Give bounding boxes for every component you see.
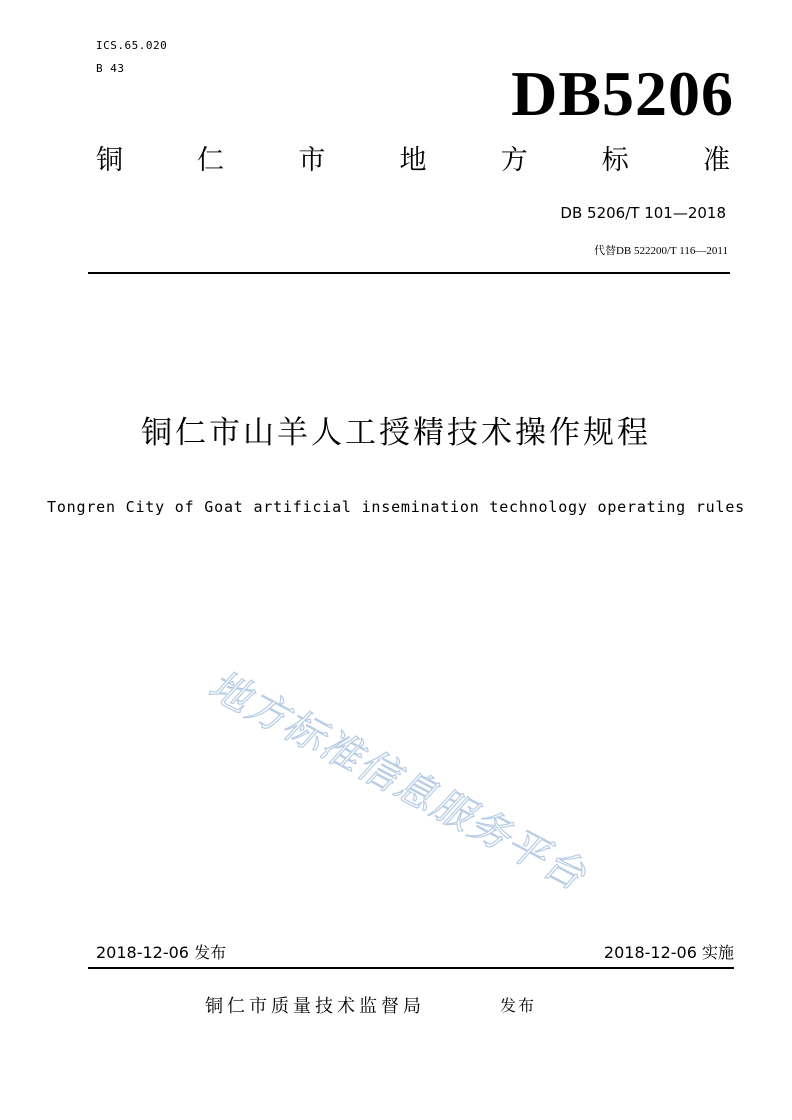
standard-type-char: 铜 [96, 145, 123, 176]
standard-type-char: 地 [399, 145, 427, 176]
standard-type-heading [96, 147, 730, 174]
ics-code: ICS.65.020 [96, 39, 168, 52]
replaces-code: 代替DB 522200/T 116—2011 [593, 245, 728, 257]
standard-type-char: 方 [500, 145, 528, 176]
publish-date: 2018-12-06 发布 [96, 943, 227, 962]
db-logo: DB5206 [511, 58, 734, 129]
issuer-name: 铜仁市质量技术监督局 [205, 996, 425, 1017]
standard-type-char: 准 [702, 145, 730, 176]
standard-code: DB 5206/T 101—2018 [560, 204, 726, 222]
classification-code: B 43 [96, 62, 125, 75]
document-title-chinese: 铜仁市山羊人工授精技术操作规程 [141, 415, 651, 451]
document-title-english: Tongren City of Goat artificial insemination technology operating rules [47, 498, 745, 516]
standard-type-char: 市 [298, 145, 326, 176]
header-divider [88, 272, 730, 274]
footer-divider [88, 967, 734, 969]
standard-type-char: 标 [601, 145, 629, 176]
issuer-suffix: 发布 [500, 996, 537, 1015]
watermark [196, 654, 636, 894]
standard-type-char: 仁 [197, 145, 225, 176]
watermark-text: 地方标准信息服务平台 [201, 662, 594, 894]
implement-date: 2018-12-06 实施 [603, 943, 734, 962]
